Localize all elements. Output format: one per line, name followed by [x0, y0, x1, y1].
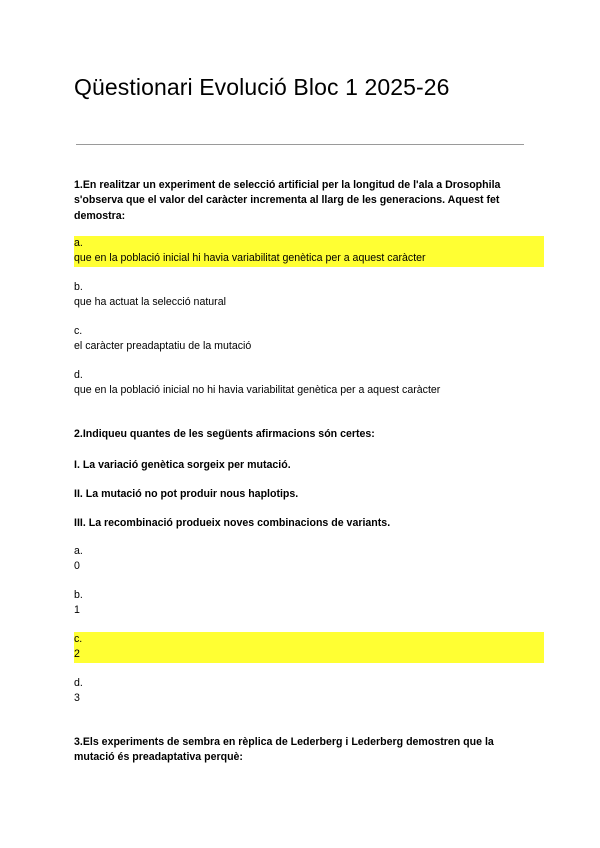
question-1-text: 1.En realitzar un experiment de selecció artificial per la longitud de l'ala a Drosophila s'observa que el valor del caràcter incrementa al llarg de les generacions. Aquest fet demostra: — [74, 179, 501, 222]
q1-option-c[interactable] — [74, 324, 544, 355]
horizontal-divider — [76, 144, 524, 145]
q1-option-b-letter: b. — [74, 281, 83, 293]
q2-option-b-text: 1 — [74, 604, 80, 617]
q1-option-d-text: que en la població inicial no hi havia variabilitat genètica per a aquest caràcter — [74, 384, 441, 397]
q1-option-c-text: el caràcter preadaptatiu de la mutació — [74, 340, 252, 353]
document-title: Qüestionari Evolució Bloc 1 2025-26 — [74, 74, 450, 100]
q1-option-a-text: que en la població inicial hi havia variabilitat genètica per a aquest caràcter — [74, 251, 544, 266]
q2-option-a-text: 0 — [74, 560, 80, 573]
q1-option-b[interactable] — [74, 280, 544, 311]
q2-statement-1: I. La variació genètica sorgeix per mutació. — [74, 459, 291, 471]
q2-option-d-letter: d. — [74, 677, 83, 689]
q2-statement-2: II. La mutació no pot produir nous haplotips. — [74, 488, 299, 500]
q2-option-d[interactable] — [74, 676, 544, 707]
q2-option-c-letter: c. — [74, 632, 544, 647]
q1-option-c-letter: c. — [74, 325, 83, 337]
q2-option-b[interactable] — [74, 588, 544, 619]
question-2-text: 2.Indiqueu quantes de les següents afirmacions són certes: — [74, 428, 375, 440]
q1-option-a[interactable] — [74, 236, 544, 267]
q2-option-d-text: 3 — [74, 692, 80, 705]
question-3-text: 3.Els experiments de sembra en rèplica de Lederberg i Lederberg demostren que la mutació és preadaptativa perquè: — [74, 736, 494, 764]
q1-option-d-letter: d. — [74, 369, 83, 381]
q2-option-b-letter: b. — [74, 589, 83, 601]
q2-option-a-letter: a. — [74, 545, 83, 557]
q1-option-a-letter: a. — [74, 236, 544, 251]
q2-statement-3: III. La recombinació produeix noves combinacions de variants. — [74, 517, 391, 529]
q2-option-c-text: 2 — [74, 647, 544, 662]
q1-option-b-text: que ha actuat la selecció natural — [74, 296, 226, 309]
q2-option-a[interactable] — [74, 544, 544, 575]
q1-option-d[interactable] — [74, 368, 544, 399]
q2-option-c[interactable] — [74, 632, 544, 663]
